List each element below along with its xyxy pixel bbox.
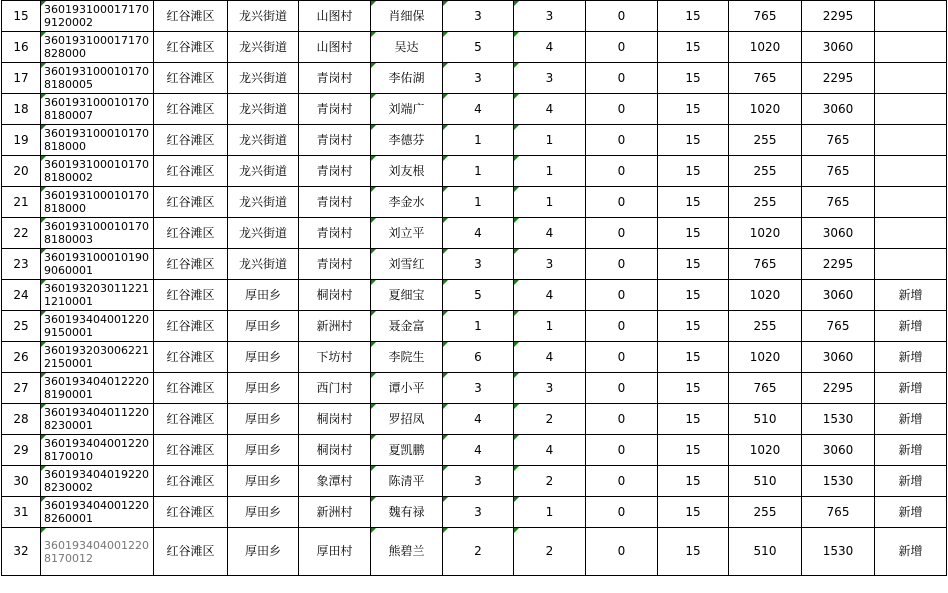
cell-village: 下坊村	[299, 342, 371, 373]
cell-district: 红谷滩区	[154, 466, 228, 497]
cell-id-number	[41, 1, 154, 32]
cell-c5: 255	[729, 156, 802, 187]
cell-id-line-2: 9120002	[44, 16, 93, 29]
cell-c3: 0	[586, 528, 658, 576]
cell-district: 红谷滩区	[154, 497, 228, 528]
cell-district: 红谷滩区	[154, 311, 228, 342]
cell-id-line-1: 360193100010170	[44, 65, 149, 78]
cell-name: 熊碧兰	[371, 528, 443, 576]
cell-id-line-2: 9150001	[44, 326, 93, 339]
table-row	[2, 156, 947, 187]
cell-id-line-2: 8190001	[44, 388, 93, 401]
cell-c1: 3	[443, 63, 514, 94]
table-row	[2, 404, 947, 435]
cell-name: 肖细保	[371, 1, 443, 32]
cell-no: 21	[2, 187, 41, 218]
cell-village: 新洲村	[299, 497, 371, 528]
table-row	[2, 373, 947, 404]
cell-name: 李佑湖	[371, 63, 443, 94]
cell-c6: 765	[802, 311, 875, 342]
cell-name: 李金水	[371, 187, 443, 218]
cell-district: 红谷滩区	[154, 435, 228, 466]
cell-c4: 15	[658, 528, 729, 576]
cell-c6: 765	[802, 125, 875, 156]
cell-c2: 2	[514, 528, 586, 576]
cell-c4: 15	[658, 497, 729, 528]
cell-district: 红谷滩区	[154, 156, 228, 187]
cell-note: 新增	[875, 280, 947, 311]
cell-note: 新增	[875, 497, 947, 528]
cell-name: 罗招凤	[371, 404, 443, 435]
cell-c6: 3060	[802, 32, 875, 63]
cell-id-line-1: 360193100010190	[44, 251, 149, 264]
cell-no: 19	[2, 125, 41, 156]
cell-c1: 3	[443, 1, 514, 32]
cell-id-number	[41, 404, 154, 435]
cell-no: 28	[2, 404, 41, 435]
cell-c6: 765	[802, 187, 875, 218]
cell-c4: 15	[658, 125, 729, 156]
cell-town: 厚田乡	[228, 435, 299, 466]
cell-c2: 1	[514, 497, 586, 528]
cell-village: 青岗村	[299, 218, 371, 249]
cell-district: 红谷滩区	[154, 528, 228, 576]
cell-note: 新增	[875, 435, 947, 466]
cell-c1: 5	[443, 32, 514, 63]
cell-id-line-1: 360193404001220	[44, 313, 149, 326]
cell-c5: 1020	[729, 342, 802, 373]
cell-village: 桐岗村	[299, 280, 371, 311]
cell-c6: 3060	[802, 94, 875, 125]
cell-district: 红谷滩区	[154, 342, 228, 373]
cell-id-line-2: 8230002	[44, 481, 93, 494]
cell-town: 厚田乡	[228, 497, 299, 528]
cell-c5: 255	[729, 187, 802, 218]
cell-district: 红谷滩区	[154, 404, 228, 435]
cell-id-line-2: 818000	[44, 140, 86, 153]
cell-c5: 510	[729, 404, 802, 435]
cell-town: 龙兴街道	[228, 156, 299, 187]
cell-town: 龙兴街道	[228, 218, 299, 249]
cell-name: 刘立平	[371, 218, 443, 249]
cell-id-line-1: 360193404012220	[44, 375, 149, 388]
cell-c2: 4	[514, 218, 586, 249]
cell-c3: 0	[586, 63, 658, 94]
cell-c4: 15	[658, 466, 729, 497]
cell-no: 24	[2, 280, 41, 311]
table-row	[2, 466, 947, 497]
cell-note	[875, 218, 947, 249]
cell-id-number	[41, 249, 154, 280]
table-row	[2, 497, 947, 528]
cell-id-line-2: 8170010	[44, 450, 93, 463]
cell-id-number	[41, 156, 154, 187]
cell-c5: 510	[729, 466, 802, 497]
cell-town: 厚田乡	[228, 466, 299, 497]
cell-id-line-1: 360193404001220	[44, 499, 149, 512]
cell-id-line-1: 360193100010170	[44, 96, 149, 109]
cell-c3: 0	[586, 497, 658, 528]
cell-id-line-2: 8260001	[44, 512, 93, 525]
cell-no: 18	[2, 94, 41, 125]
cell-id-number	[41, 32, 154, 63]
cell-district: 红谷滩区	[154, 125, 228, 156]
data-table	[1, 0, 947, 576]
cell-id-line-2: 8180007	[44, 109, 93, 122]
cell-village: 新洲村	[299, 311, 371, 342]
cell-town: 龙兴街道	[228, 1, 299, 32]
cell-no: 27	[2, 373, 41, 404]
cell-name: 陈清平	[371, 466, 443, 497]
cell-village: 青岗村	[299, 249, 371, 280]
cell-id-number	[41, 280, 154, 311]
cell-name: 刘端广	[371, 94, 443, 125]
cell-name: 魏有禄	[371, 497, 443, 528]
table-body	[2, 1, 947, 576]
cell-c5: 255	[729, 311, 802, 342]
cell-district: 红谷滩区	[154, 187, 228, 218]
cell-id-line-1: 360193100010170	[44, 158, 149, 171]
table-row	[2, 218, 947, 249]
cell-c6: 1530	[802, 528, 875, 576]
cell-c5: 1020	[729, 435, 802, 466]
cell-c5: 510	[729, 528, 802, 576]
table-row	[2, 125, 947, 156]
cell-c1: 4	[443, 435, 514, 466]
cell-id-number	[41, 435, 154, 466]
cell-id-line-1: 360193404011220	[44, 406, 149, 419]
cell-note	[875, 94, 947, 125]
cell-c6: 2295	[802, 63, 875, 94]
cell-c5: 255	[729, 497, 802, 528]
table-row	[2, 1, 947, 32]
cell-id-number	[41, 342, 154, 373]
cell-id-line-2: 9060001	[44, 264, 93, 277]
cell-c4: 15	[658, 218, 729, 249]
table-row	[2, 528, 947, 576]
table-row	[2, 342, 947, 373]
cell-id-line-1: 360193404001220	[44, 538, 149, 552]
cell-c2: 1	[514, 311, 586, 342]
cell-c6: 3060	[802, 280, 875, 311]
cell-note	[875, 125, 947, 156]
cell-id-line-2: 8170012	[44, 551, 93, 565]
cell-id-line-1: 360193100010170	[44, 127, 149, 140]
cell-id-number	[41, 466, 154, 497]
cell-c4: 15	[658, 404, 729, 435]
cell-district: 红谷滩区	[154, 218, 228, 249]
cell-c1: 3	[443, 373, 514, 404]
cell-district: 红谷滩区	[154, 249, 228, 280]
cell-c4: 15	[658, 1, 729, 32]
cell-town: 厚田乡	[228, 342, 299, 373]
table-row	[2, 187, 947, 218]
cell-name: 刘友根	[371, 156, 443, 187]
cell-c2: 2	[514, 466, 586, 497]
cell-c3: 0	[586, 218, 658, 249]
cell-name: 聂金富	[371, 311, 443, 342]
cell-no: 29	[2, 435, 41, 466]
cell-c2: 3	[514, 373, 586, 404]
cell-town: 龙兴街道	[228, 94, 299, 125]
cell-name: 刘雪红	[371, 249, 443, 280]
cell-c4: 15	[658, 342, 729, 373]
cell-c4: 15	[658, 435, 729, 466]
cell-id-line-2: 2150001	[44, 357, 93, 370]
cell-id-number	[41, 373, 154, 404]
cell-c2: 4	[514, 94, 586, 125]
cell-note	[875, 1, 947, 32]
cell-c2: 3	[514, 1, 586, 32]
cell-no: 16	[2, 32, 41, 63]
cell-c4: 15	[658, 32, 729, 63]
cell-note	[875, 187, 947, 218]
cell-id-line-1: 360193203011221	[44, 282, 149, 295]
cell-no: 31	[2, 497, 41, 528]
cell-c5: 765	[729, 1, 802, 32]
cell-c1: 1	[443, 125, 514, 156]
cell-c5: 1020	[729, 218, 802, 249]
cell-town: 厚田乡	[228, 311, 299, 342]
cell-c5: 765	[729, 249, 802, 280]
cell-no: 30	[2, 466, 41, 497]
cell-no: 15	[2, 1, 41, 32]
cell-id-number	[41, 94, 154, 125]
cell-id-line-2: 8180003	[44, 233, 93, 246]
cell-c5: 1020	[729, 94, 802, 125]
cell-c1: 1	[443, 156, 514, 187]
cell-c3: 0	[586, 280, 658, 311]
cell-c6: 2295	[802, 1, 875, 32]
cell-name: 李德芬	[371, 125, 443, 156]
cell-name: 李院生	[371, 342, 443, 373]
cell-id-number	[41, 218, 154, 249]
cell-id-line-1: 360193100017170	[44, 34, 149, 47]
cell-town: 龙兴街道	[228, 187, 299, 218]
cell-id-number	[41, 528, 154, 576]
cell-note	[875, 32, 947, 63]
cell-c5: 1020	[729, 32, 802, 63]
cell-id-line-2: 828000	[44, 47, 86, 60]
cell-note: 新增	[875, 404, 947, 435]
cell-district: 红谷滩区	[154, 63, 228, 94]
cell-village: 青岗村	[299, 187, 371, 218]
cell-c2: 1	[514, 156, 586, 187]
cell-name: 夏凯鹏	[371, 435, 443, 466]
cell-no: 26	[2, 342, 41, 373]
cell-town: 龙兴街道	[228, 63, 299, 94]
table-row	[2, 435, 947, 466]
cell-village: 山图村	[299, 1, 371, 32]
cell-c3: 0	[586, 94, 658, 125]
cell-id-line-2: 8180005	[44, 78, 93, 91]
cell-town: 厚田乡	[228, 528, 299, 576]
cell-c3: 0	[586, 125, 658, 156]
table-row	[2, 280, 947, 311]
cell-c1: 3	[443, 466, 514, 497]
cell-c4: 15	[658, 280, 729, 311]
cell-c2: 3	[514, 63, 586, 94]
cell-id-number	[41, 187, 154, 218]
cell-c2: 1	[514, 187, 586, 218]
table-row	[2, 311, 947, 342]
cell-c1: 3	[443, 249, 514, 280]
cell-c6: 1530	[802, 466, 875, 497]
cell-town: 厚田乡	[228, 280, 299, 311]
cell-no: 25	[2, 311, 41, 342]
cell-c6: 2295	[802, 249, 875, 280]
table-row	[2, 63, 947, 94]
cell-note: 新增	[875, 373, 947, 404]
cell-town: 龙兴街道	[228, 125, 299, 156]
cell-c5: 765	[729, 63, 802, 94]
cell-id-line-2: 8180002	[44, 171, 93, 184]
cell-c1: 5	[443, 280, 514, 311]
cell-c2: 4	[514, 32, 586, 63]
cell-c6: 765	[802, 497, 875, 528]
cell-c1: 4	[443, 94, 514, 125]
cell-c3: 0	[586, 311, 658, 342]
cell-note: 新增	[875, 342, 947, 373]
cell-c2: 4	[514, 435, 586, 466]
cell-id-line-1: 360193100010170	[44, 220, 149, 233]
cell-village: 象潭村	[299, 466, 371, 497]
cell-c6: 1530	[802, 404, 875, 435]
cell-village: 青岗村	[299, 125, 371, 156]
cell-c6: 3060	[802, 435, 875, 466]
cell-c3: 0	[586, 1, 658, 32]
cell-c6: 3060	[802, 218, 875, 249]
cell-village: 青岗村	[299, 63, 371, 94]
cell-town: 龙兴街道	[228, 32, 299, 63]
cell-note: 新增	[875, 528, 947, 576]
cell-id-number	[41, 125, 154, 156]
cell-name: 夏细宝	[371, 280, 443, 311]
cell-note	[875, 63, 947, 94]
cell-c4: 15	[658, 249, 729, 280]
cell-town: 龙兴街道	[228, 249, 299, 280]
cell-id-line-1: 360193203006221	[44, 344, 149, 357]
cell-c1: 3	[443, 497, 514, 528]
cell-c1: 1	[443, 311, 514, 342]
cell-c3: 0	[586, 32, 658, 63]
cell-no: 20	[2, 156, 41, 187]
cell-no: 17	[2, 63, 41, 94]
cell-c4: 15	[658, 94, 729, 125]
cell-village: 青岗村	[299, 94, 371, 125]
cell-district: 红谷滩区	[154, 32, 228, 63]
cell-c1: 4	[443, 218, 514, 249]
cell-district: 红谷滩区	[154, 94, 228, 125]
cell-c3: 0	[586, 404, 658, 435]
cell-no: 32	[2, 528, 41, 576]
cell-id-line-1: 360193404019220	[44, 468, 149, 481]
cell-name: 吴达	[371, 32, 443, 63]
cell-district: 红谷滩区	[154, 1, 228, 32]
cell-district: 红谷滩区	[154, 280, 228, 311]
cell-village: 厚田村	[299, 528, 371, 576]
cell-village: 青岗村	[299, 156, 371, 187]
cell-c4: 15	[658, 373, 729, 404]
cell-c3: 0	[586, 466, 658, 497]
cell-c4: 15	[658, 63, 729, 94]
cell-id-number	[41, 311, 154, 342]
cell-id-line-1: 360193100017170	[44, 3, 149, 16]
cell-c3: 0	[586, 373, 658, 404]
cell-c2: 1	[514, 125, 586, 156]
cell-c1: 6	[443, 342, 514, 373]
cell-c6: 765	[802, 156, 875, 187]
cell-id-line-2: 8230001	[44, 419, 93, 432]
cell-village: 桐岗村	[299, 435, 371, 466]
cell-c2: 4	[514, 342, 586, 373]
cell-c1: 1	[443, 187, 514, 218]
table-row	[2, 32, 947, 63]
cell-town: 厚田乡	[228, 373, 299, 404]
cell-note: 新增	[875, 466, 947, 497]
cell-id-number	[41, 63, 154, 94]
cell-id-line-1: 360193100010170	[44, 189, 149, 202]
cell-village: 西门村	[299, 373, 371, 404]
cell-c4: 15	[658, 187, 729, 218]
cell-c5: 765	[729, 373, 802, 404]
cell-c2: 4	[514, 280, 586, 311]
cell-c3: 0	[586, 435, 658, 466]
cell-note: 新增	[875, 311, 947, 342]
cell-c5: 255	[729, 125, 802, 156]
cell-c4: 15	[658, 311, 729, 342]
table-row	[2, 94, 947, 125]
cell-district: 红谷滩区	[154, 373, 228, 404]
cell-c1: 4	[443, 404, 514, 435]
cell-c6: 2295	[802, 373, 875, 404]
cell-no: 23	[2, 249, 41, 280]
cell-note	[875, 249, 947, 280]
cell-id-line-2: 1210001	[44, 295, 93, 308]
cell-village: 桐岗村	[299, 404, 371, 435]
cell-town: 厚田乡	[228, 404, 299, 435]
cell-c2: 2	[514, 404, 586, 435]
cell-c6: 3060	[802, 342, 875, 373]
table-row	[2, 249, 947, 280]
cell-c2: 3	[514, 249, 586, 280]
cell-id-number	[41, 497, 154, 528]
cell-c3: 0	[586, 156, 658, 187]
cell-c5: 1020	[729, 280, 802, 311]
cell-note	[875, 156, 947, 187]
cell-c3: 0	[586, 342, 658, 373]
cell-name: 谭小平	[371, 373, 443, 404]
cell-c3: 0	[586, 187, 658, 218]
cell-village: 山图村	[299, 32, 371, 63]
cell-c3: 0	[586, 249, 658, 280]
cell-id-line-2: 818000	[44, 202, 86, 215]
cell-no: 22	[2, 218, 41, 249]
cell-c4: 15	[658, 156, 729, 187]
cell-id-line-1: 360193404001220	[44, 437, 149, 450]
cell-c1: 2	[443, 528, 514, 576]
